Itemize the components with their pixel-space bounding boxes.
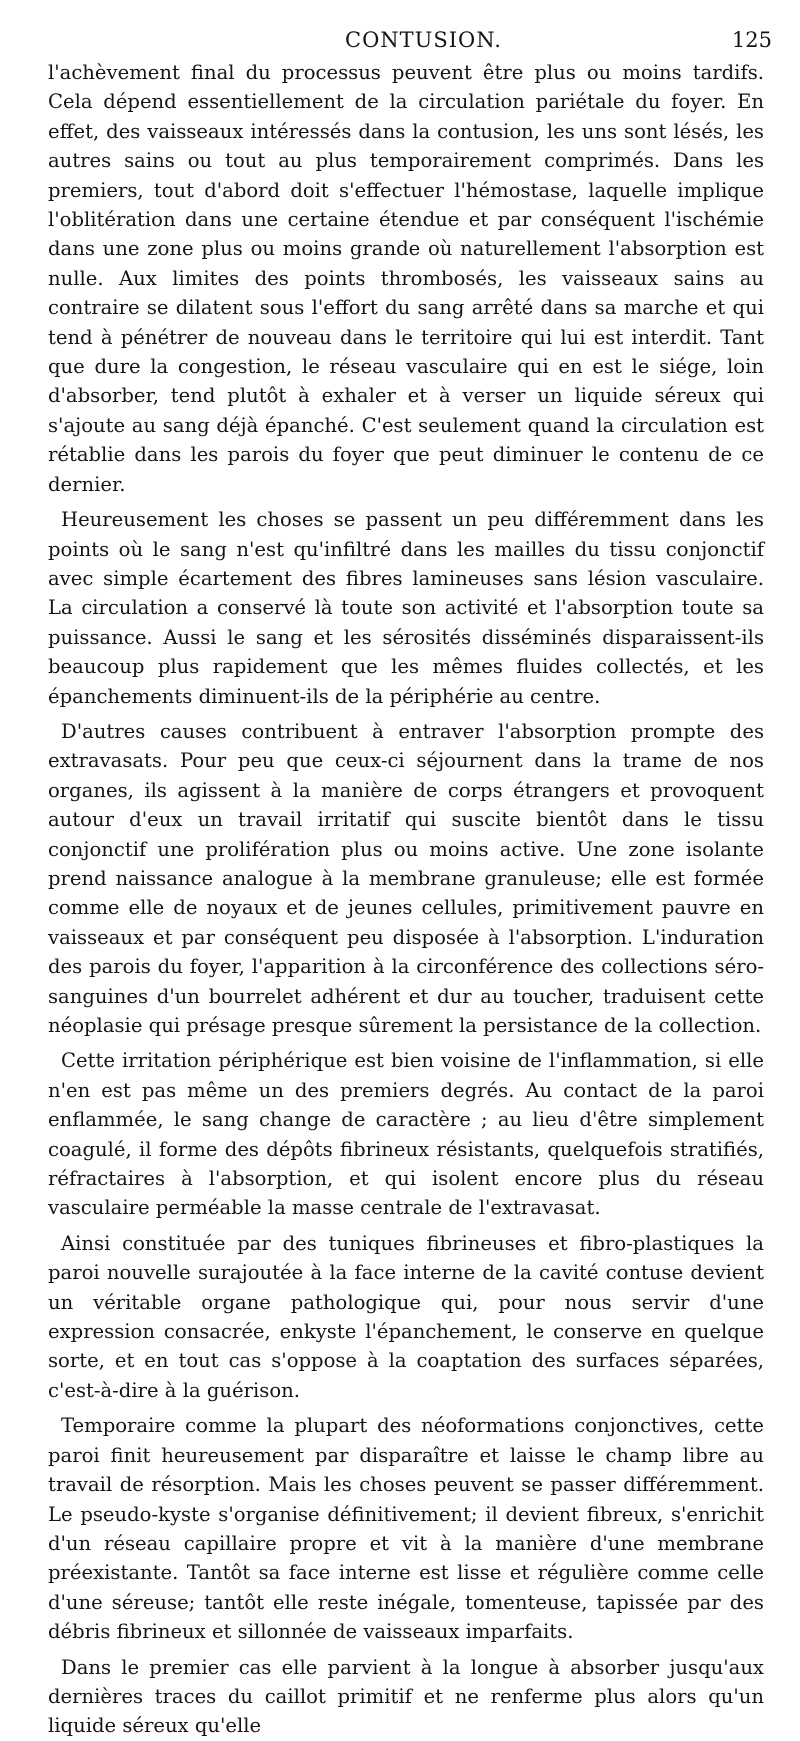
paragraph: Ainsi constituée par des tuniques fibrineuses et fibro-plastiques la paroi nouvelle surajoutée à la face interne de la cavité contuse devient un véritable organe pathologique qui, pour nous servir d'une expression consacrée, enkyste l'épanchement, le conserve en quelque sorte, et en tout cas s'oppose à la coaptation des surfaces séparées, c'est-à-dire à la guérison. bbox=[48, 1231, 764, 1402]
paragraph: Cette irritation périphérique est bien voisine de l'inflammation, si elle n'en est pas même un des premiers degrés. Au contact de la paroi enflammée, le sang change de caractère ; au lieu d'être simplement coagulé, il forme des dépôts fibrineux résistants, quelquefois stratifiés, réfractaires à l'absorption, et qui isolent encore plus du réseau vasculaire perméable la masse centrale de l'extravasat. bbox=[48, 1049, 764, 1220]
paragraph: l'achèvement final du processus peuvent être plus ou moins tardifs. Cela dépend essentiellement de la circulation pariétale du foyer. En effet, des vaisseaux intéressés dans la contusion, les uns sont lésés, les autres sains ou tout au plus temporairement comprimés. Dans les premiers, tout d'abord doit s'effectuer l'hémostase, laquelle implique l'oblitération dans une certaine étendue et par conséquent l'ischémie dans une zone plus ou moins grande où naturellement l'absorption est nulle. Aux limites des points thrombosés, les vaisseaux sains au contraire se dilatent sous l'effort du sang arrêté dans sa marche et qui tend à pénétrer de nouveau dans le territoire qui lui est interdit. Tant que dure la congestion, le réseau vasculaire qui en est le siége, loin d'absorber, tend plutôt à exhaler et à verser un liquide séreux qui s'ajoute au sang déjà épanché. C'est seulement quand la circulation est rétablie dans les parois du foyer que peut diminuer le contenu de ce dernier. bbox=[48, 61, 764, 496]
page-header bbox=[0, 28, 800, 58]
paragraph: Heureusement les choses se passent un peu différemment dans les points où le sang n'est qu'infiltré dans les mailles du tissu conjonctif avec simple écartement des fibres lamineuses sans lésion vasculaire. La circulation a conservé là toute son activité et l'absorption toute sa puissance. Aussi le sang et les sérosités disséminés disparaissent-ils beaucoup plus rapidement que les mêmes fluides collectés, et les épanchements diminuent-ils de la périphérie au centre. bbox=[48, 508, 764, 708]
paragraph: Temporaire comme la plupart des néoformations conjonctives, cette paroi finit heureusement par disparaître et laisse le champ libre au travail de résorption. Mais les choses peuvent se passer différemment. Le pseudo-kyste s'organise définitivement; il devient fibreux, s'enrichit d'un réseau capillaire propre et vit à la manière d'une membrane préexistante. Tantôt sa face interne est lisse et régulière comme celle d'une séreuse; tantôt elle reste inégale, tomenteuse, tapissée par des débris fibrineux et sillonnée de vaisseaux imparfaits. bbox=[48, 1414, 764, 1644]
page-number: 125 bbox=[731, 28, 772, 52]
body-text bbox=[48, 58, 764, 1741]
paragraph: Dans le premier cas elle parvient à la longue à absorber jusqu'aux dernières traces du caillot primitif et ne renferme plus alors qu'un liquide séreux qu'elle bbox=[48, 1655, 764, 1738]
running-title: CONTUSION. bbox=[345, 28, 502, 52]
paragraph: D'autres causes contribuent à entraver l'absorption prompte des extravasats. Pour peu que ceux-ci séjournent dans la trame de nos organes, ils agissent à la manière de corps étrangers et provoquent autour d'eux un travail irritatif qui suscite bientôt dans le tissu conjonctif une prolifération plus ou moins active. Une zone isolante prend naissance analogue à la membrane granuleuse; elle est formée comme elle de noyaux et de jeunes cellules, primitivement pauvre en vaisseaux et par conséquent peu disposée à l'absorption. L'induration des parois du foyer, l'apparition à la circonférence des collections séro-sanguines d'un bourrelet adhérent et dur au toucher, traduisent cette néoplasie qui présage presque sûrement la persistance de la collection. bbox=[48, 719, 764, 1037]
